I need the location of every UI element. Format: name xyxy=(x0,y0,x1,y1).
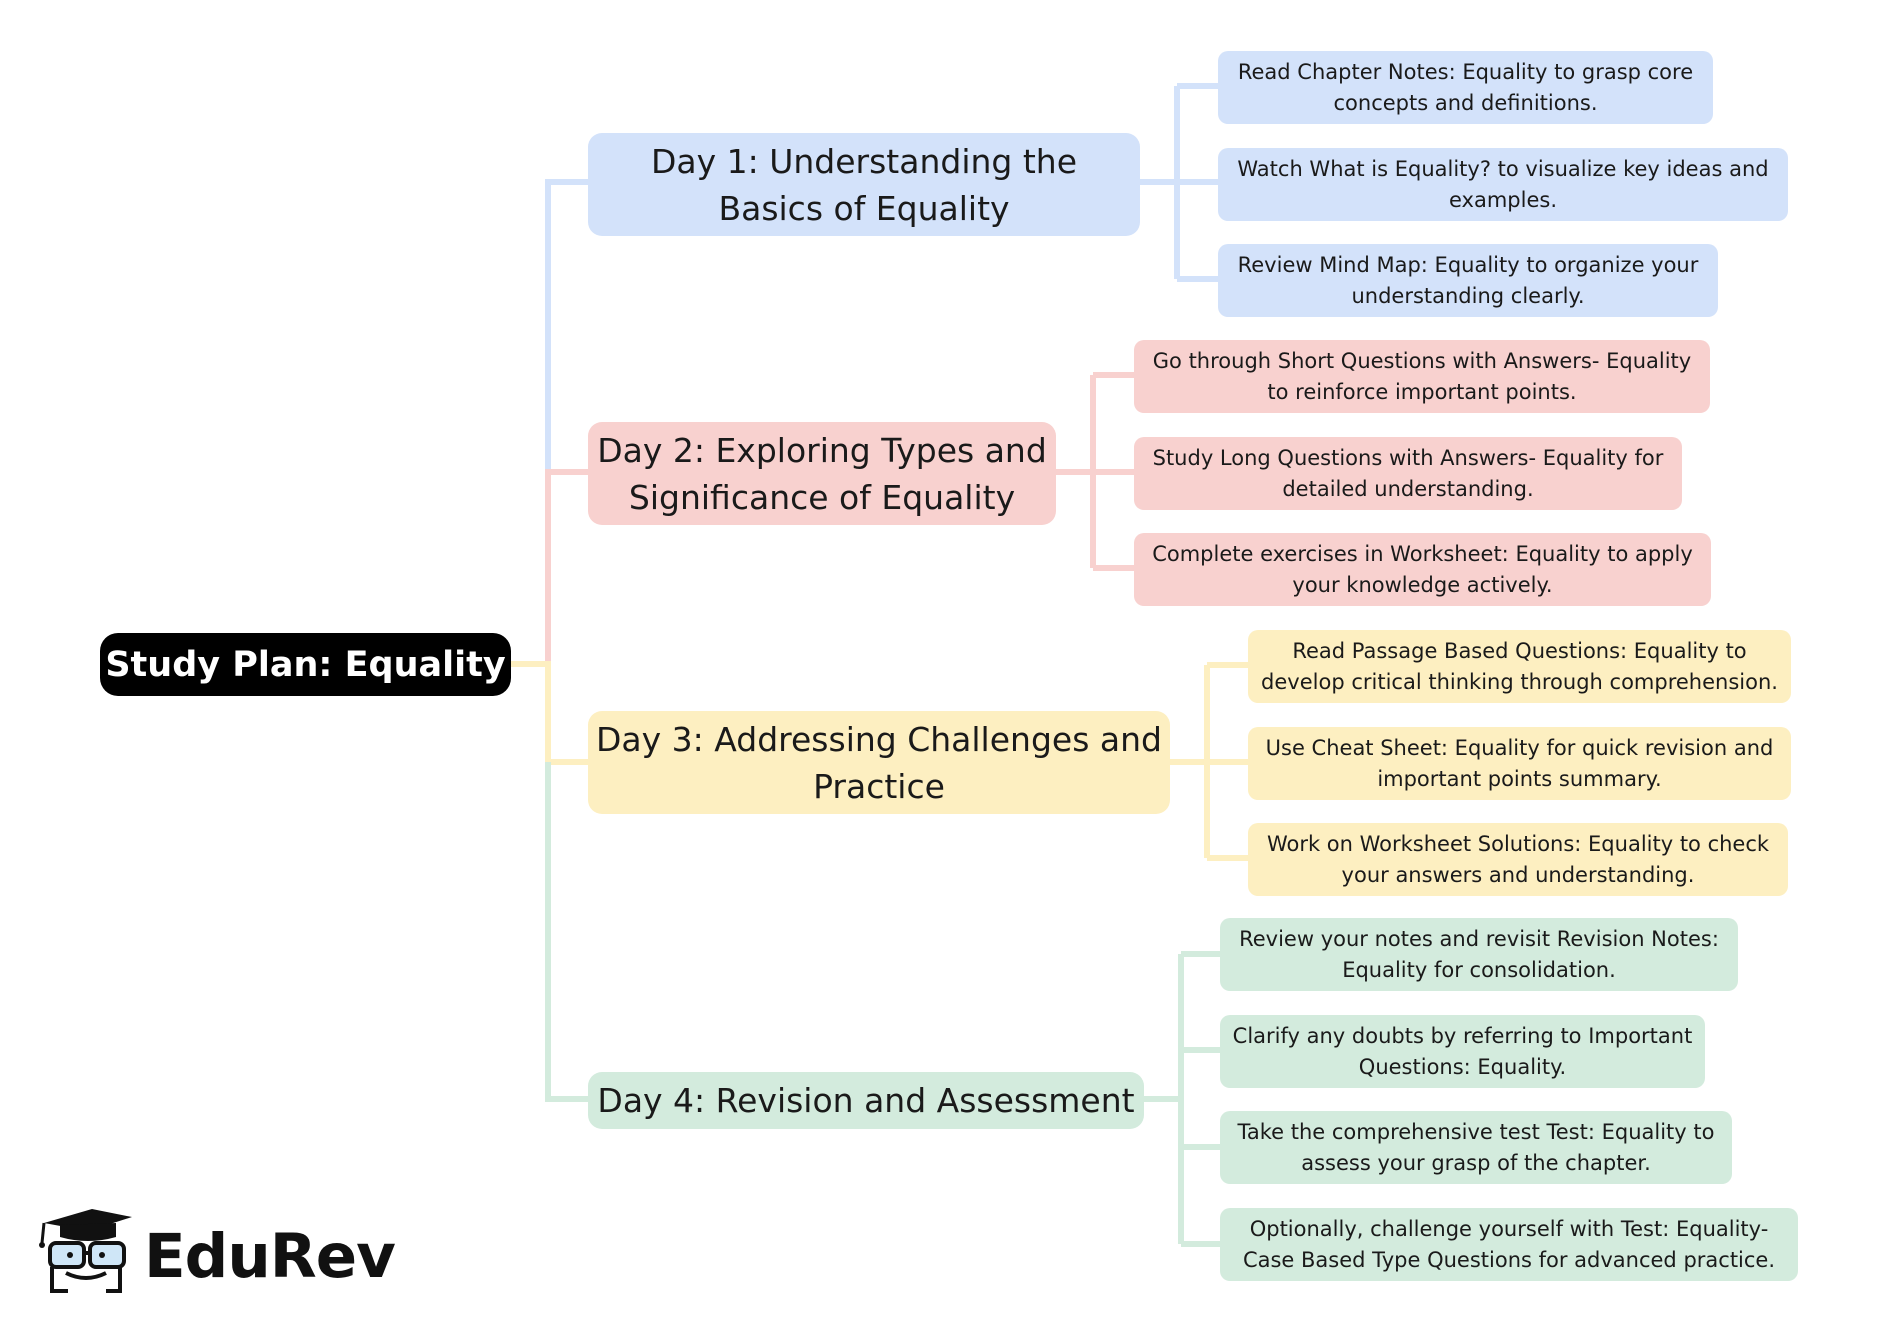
edurev-logo-text[interactable]: EduRev xyxy=(144,1221,395,1292)
day1-task-1: Read Chapter Notes: Equality to grasp core concepts and definitions. xyxy=(1218,51,1713,124)
day3-task-2: Use Cheat Sheet: Equality for quick revision and important points summary. xyxy=(1248,727,1791,800)
connector-root-day4 xyxy=(548,762,588,1099)
day4-node: Day 4: Revision and Assessment xyxy=(588,1072,1144,1129)
day4-task-1: Review your notes and revisit Revision Notes: Equality for consolidation. xyxy=(1220,918,1738,991)
day4-task-4: Optionally, challenge yourself with Test: Equality- Case Based Type Questions for advanced practice. xyxy=(1220,1208,1798,1281)
connector-day1-tasks xyxy=(1140,86,1218,279)
day4-task-2: Clarify any doubts by referring to Important Questions: Equality. xyxy=(1220,1015,1705,1088)
connector-day2-tasks xyxy=(1056,375,1134,568)
day2-task-1: Go through Short Questions with Answers- Equality to reinforce important points. xyxy=(1134,340,1710,413)
root-node: Study Plan: Equality xyxy=(100,633,511,696)
day3-task-1: Read Passage Based Questions: Equality to develop critical thinking through comprehension. xyxy=(1248,630,1791,703)
day3-task-3: Work on Worksheet Solutions: Equality to check your answers and understanding. xyxy=(1248,823,1788,896)
connector-day4-tasks xyxy=(1144,954,1220,1244)
connector-root-day3 xyxy=(511,664,588,762)
day3-node: Day 3: Addressing Challenges and Practice xyxy=(588,711,1170,814)
day2-task-2: Study Long Questions with Answers- Equality for detailed understanding. xyxy=(1134,437,1682,510)
connector-root-day2 xyxy=(511,472,588,664)
day4-task-3: Take the comprehensive test Test: Equality to assess your grasp of the chapter. xyxy=(1220,1111,1732,1184)
day2-node: Day 2: Exploring Types and Significance of Equality xyxy=(588,422,1056,525)
day1-task-3: Review Mind Map: Equality to organize your understanding clearly. xyxy=(1218,244,1718,317)
connector-day3-tasks xyxy=(1170,665,1248,858)
day2-task-3: Complete exercises in Worksheet: Equality to apply your knowledge actively. xyxy=(1134,533,1711,606)
day1-task-2: Watch What is Equality? to visualize key ideas and examples. xyxy=(1218,148,1788,221)
day1-node: Day 1: Understanding the Basics of Equality xyxy=(588,133,1140,236)
